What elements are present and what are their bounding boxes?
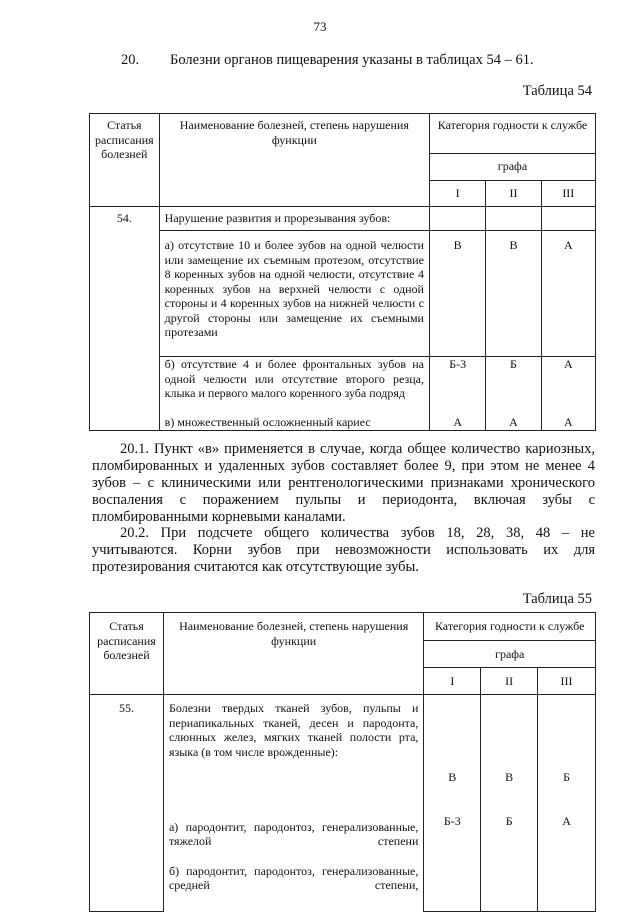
cell-g3: А: [562, 814, 571, 828]
row-text: а) отсутствие 10 и более зубов на одной челюсти или замещение их съемным протезом, отсутствие 8 коренных зубов на одной челюсти, отсутствие 4 коренных зубов на верхней челюсти с одной стороны и 4 коренных зубов на нижней челюсти с другой стороны или замещение их съемными протезами: [159, 231, 429, 357]
col-header-1: I: [429, 181, 485, 207]
col-header-3: III: [538, 668, 596, 695]
row-text: в) множественный осложненный кариес: [159, 415, 429, 431]
cell-g2: В: [505, 770, 514, 784]
note-20-1: 20.1. Пункт «в» применяется в случае, когда общее количество кариозных, пломбированных и удаленных зубов составляет более 9, при этом не менее 4 зубов – с клиническими или рентгенологическими признаками хронического воспаления с поражением пульпы и периодонта, включая зубы с пломбированными корневыми каналами.: [92, 441, 595, 525]
page-number: 73: [313, 19, 327, 34]
intro-number: 20.: [121, 52, 140, 68]
col-header-2: II: [481, 668, 538, 695]
cell-g3: А: [541, 415, 595, 431]
table-row: [90, 415, 596, 431]
row-text: а) пародонтит, пародонтоз, генерализованные, тяжелой степени: [163, 820, 423, 864]
col-header-2: II: [486, 181, 541, 207]
cell-g1: Б-3: [443, 814, 461, 828]
table-54: [89, 113, 596, 431]
table-row-title: Нарушение развития и прорезывания зубов:: [159, 207, 429, 231]
header-category: Категория годности к службе: [424, 613, 596, 641]
col-header-1: I: [424, 668, 481, 695]
table54-caption: Таблица 54: [522, 83, 592, 99]
header-name: Наименование болезней, степень нарушения функции: [159, 114, 429, 207]
cell-g3: Б: [563, 770, 570, 784]
cell-g2: В: [486, 231, 541, 357]
cell-g2: Б: [505, 814, 513, 828]
article-54: 54.: [90, 207, 160, 431]
header-graph: графа: [429, 154, 595, 181]
cell-g1: А: [429, 415, 485, 431]
table-55: [89, 612, 596, 912]
table-row: [90, 231, 596, 357]
cell-g2: А: [486, 415, 541, 431]
header-name: Наименование болезней, степень нарушения функции: [163, 613, 423, 695]
cell-g1: В: [448, 770, 457, 784]
header-category: Категория годности к службе: [429, 114, 595, 154]
header-graph: графа: [424, 641, 596, 668]
article-55: 55.: [90, 695, 164, 912]
row-text: б) отсутствие 4 и более фронтальных зубов на одной челюсти или отсутствие второго резца, клыка и первого малого коренного зуба подряд: [159, 357, 429, 415]
cell-g1: В: [429, 231, 485, 357]
table55-caption: Таблица 55: [522, 591, 592, 607]
row-text: б) пародонтит, пародонтоз, генерализованные, средней степени,: [163, 864, 423, 912]
table-row-title: Болезни твердых тканей зубов, пульпы и периапикальных тканей, десен и пародонта, слюнных желез, мягких тканей полости рта, языка (в том числе врожденные):: [163, 695, 423, 820]
header-article: Статья расписания болезней: [90, 613, 164, 695]
cell-g3: А: [541, 231, 595, 357]
table-row: [90, 357, 596, 415]
col-header-3: III: [541, 181, 595, 207]
cell-g3: А: [541, 357, 595, 415]
note-20-2: 20.2. При подсчете общего количества зубов 18, 28, 38, 48 – не учитываются. Корни зубов при невозможности использовать их для протезирования считаются как отсутствующие зубы.: [92, 525, 595, 575]
header-article: Статья расписания болезней: [90, 114, 160, 207]
cell-g2: Б: [486, 357, 541, 415]
intro-text: Болезни органов пищеварения указаны в таблицах 54 – 61.: [170, 52, 534, 68]
cell-g1: Б-3: [429, 357, 485, 415]
